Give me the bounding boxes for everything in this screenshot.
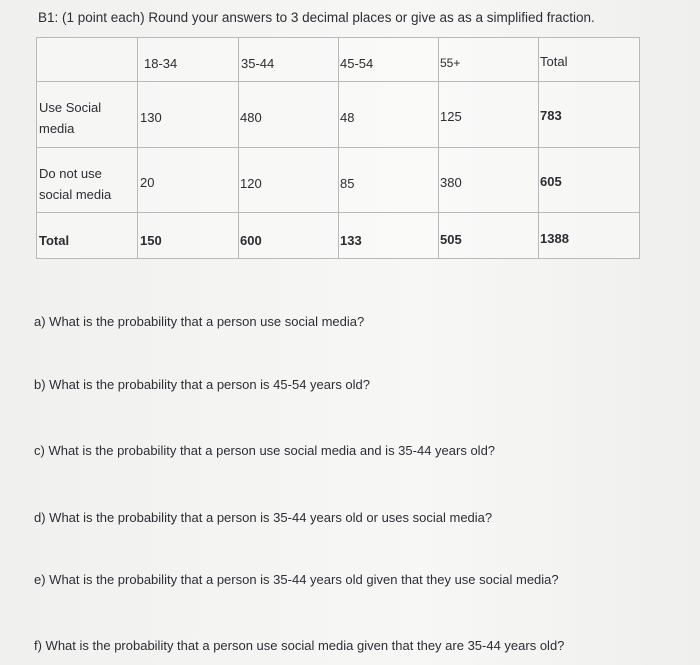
question-e: e) What is the probability that a person is 35-44 years old given that they use social media?	[34, 572, 559, 587]
value-cell	[239, 82, 339, 148]
cell-value: 605	[540, 174, 562, 189]
column-header: 55+	[440, 56, 461, 70]
column-header-cell	[439, 38, 539, 82]
value-cell	[539, 82, 640, 148]
table-row	[37, 82, 640, 148]
table-row	[37, 148, 640, 213]
column-header: 45-54	[340, 56, 374, 71]
row-label-line: social media	[39, 187, 112, 202]
value-cell	[339, 213, 439, 259]
cell-value: 133	[340, 233, 362, 248]
question-f: f) What is the probability that a person use social media given that they are 35-44 years old?	[34, 638, 565, 653]
cell-value: 125	[440, 109, 462, 124]
row-label-line: media	[39, 121, 75, 136]
table-corner-cell	[37, 38, 138, 82]
question-b: b) What is the probability that a person is 45-54 years old?	[34, 377, 371, 392]
value-cell	[239, 148, 339, 213]
value-cell	[138, 148, 239, 213]
cell-value: 783	[540, 108, 562, 123]
value-cell	[539, 148, 640, 213]
row-label-cell	[37, 213, 138, 259]
row-label-cell	[37, 148, 138, 213]
value-cell	[539, 213, 640, 259]
cell-value: 120	[240, 176, 262, 191]
value-cell	[138, 213, 239, 259]
cell-value: 600	[240, 233, 262, 248]
column-header: 18-34	[144, 56, 178, 71]
cell-value: 1388	[540, 231, 569, 246]
column-header-cell	[539, 38, 640, 82]
cell-value: 480	[240, 110, 262, 125]
column-header-cell	[239, 38, 339, 82]
question-c: c) What is the probability that a person use social media and is 35-44 years old?	[34, 443, 496, 458]
value-cell	[239, 213, 339, 259]
table-total-row	[37, 213, 640, 259]
value-cell	[339, 82, 439, 148]
cell-value: 380	[440, 175, 462, 190]
cell-value: 85	[340, 176, 355, 191]
value-cell	[439, 148, 539, 213]
value-cell	[138, 82, 239, 148]
cell-value: 20	[140, 175, 155, 190]
question-d: d) What is the probability that a person is 35-44 years old or uses social media?	[34, 510, 493, 525]
cell-value: 130	[140, 110, 162, 125]
cell-value: 505	[440, 232, 462, 247]
column-header-cell	[339, 38, 439, 82]
value-cell	[439, 213, 539, 259]
value-cell	[439, 82, 539, 148]
table-header-row	[37, 38, 640, 82]
row-label-line: Do not use	[39, 166, 102, 181]
column-header: Total	[540, 54, 568, 69]
question-a: a) What is the probability that a person use social media?	[34, 314, 365, 329]
problem-header: B1: (1 point each) Round your answers to 3 decimal places or give as as a simplified fraction.	[38, 10, 595, 25]
cell-value: 150	[140, 233, 162, 248]
column-header-cell	[138, 38, 239, 82]
row-label-line: Total	[39, 233, 70, 248]
row-label-cell	[37, 82, 138, 148]
column-header: 35-44	[241, 56, 275, 71]
frequency-table	[36, 37, 640, 259]
row-label-line: Use Social	[39, 100, 102, 115]
value-cell	[339, 148, 439, 213]
cell-value: 48	[340, 110, 355, 125]
